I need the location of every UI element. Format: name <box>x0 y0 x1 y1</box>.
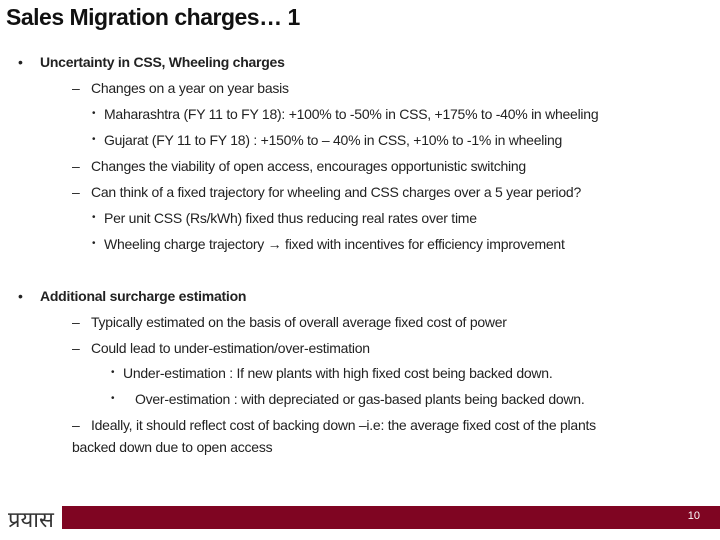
section2-sub2-item: Over-estimation : with depreciated or gas-based plants being backed down. <box>135 391 585 407</box>
bullet: • <box>111 367 115 378</box>
dash: – <box>72 80 80 96</box>
dash: – <box>72 314 80 330</box>
section2-sub2-item: Under-estimation : If new plants with high fixed cost being backed down. <box>123 365 553 381</box>
section1-sub1-item: Maharashtra (FY 11 to FY 18): +100% to -50% in CSS, +175% to -40% in wheeling <box>104 106 599 122</box>
section1-sub3: Can think of a fixed trajectory for wheeling and CSS charges over a 5 year period? <box>91 184 582 200</box>
bullet: • <box>92 134 96 145</box>
bullet: • <box>92 108 96 119</box>
page-number: 10 <box>687 510 700 522</box>
footer-bar <box>62 506 720 529</box>
section2-sub1: Typically estimated on the basis of overall average fixed cost of power <box>91 314 507 330</box>
dash: – <box>72 340 80 356</box>
section2-sub2: Could lead to under-estimation/over-estimation <box>91 340 370 356</box>
prayas-logo: प्रयास <box>8 508 54 533</box>
section2-sub3 <box>72 416 596 434</box>
bullet: • <box>92 238 96 249</box>
section1-sub3-item: Wheeling charge trajectory → fixed with incentives for efficiency improvement <box>104 236 565 252</box>
section1-sub2: Changes the viability of open access, encourages opportunistic switching <box>91 158 526 174</box>
bullet: • <box>92 212 96 223</box>
bullet: • <box>18 288 23 304</box>
section1-sub1-item: Gujarat (FY 11 to FY 18) : +150% to – 40% in CSS, +10% to -1% in wheeling <box>104 132 563 148</box>
section1-sub3-item: Per unit CSS (Rs/kWh) fixed thus reducing real rates over time <box>104 210 477 226</box>
section2-sub3-line2: backed down due to open access <box>72 439 273 455</box>
section1-sub1: Changes on a year on year basis <box>91 80 289 96</box>
dash: – <box>72 184 80 200</box>
bullet: • <box>111 393 115 404</box>
section1-heading: Uncertainty in CSS, Wheeling charges <box>40 54 285 70</box>
section2-heading: Additional surcharge estimation <box>40 288 247 304</box>
page-title: Sales Migration charges… 1 <box>6 4 300 30</box>
section2-sub3-line1: Ideally, it should reflect cost of backing down –i.e: the average fixed cost of the plants <box>91 417 596 433</box>
dash: – <box>72 417 80 433</box>
bullet: • <box>18 54 23 70</box>
dash: – <box>72 158 80 174</box>
